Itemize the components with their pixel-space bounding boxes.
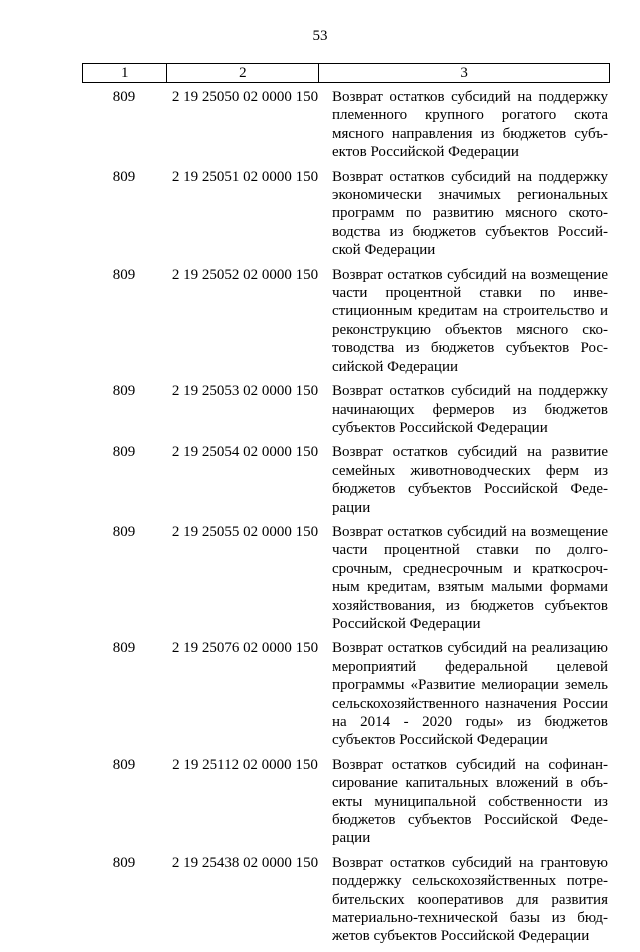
column-header-table xyxy=(82,63,610,83)
budget-classification-code: 2 19 25051 02 0000 150 xyxy=(171,168,319,185)
budget-classification-code: 2 19 25055 02 0000 150 xyxy=(171,523,319,540)
budget-classification-code: 2 19 25050 02 0000 150 xyxy=(171,89,319,105)
budget-classification-code: 2 19 25052 02 0000 150 xyxy=(171,266,319,283)
table-row xyxy=(82,382,610,437)
income-description: Возврат остатков субсидий на грантовую поддержку сельскохозяйственных потребительских кооперативов для развития материально-технической базы из бюджетов субъектов Российской Федерации xyxy=(332,854,608,945)
income-description: Возврат остатков субсидий на софинансирование капитальных вложений в объекты муниципальной собственности из бюджетов субъектов Российской Федерации xyxy=(332,756,608,847)
budget-classification-code: 2 19 25054 02 0000 150 xyxy=(171,444,319,461)
table-row xyxy=(82,639,610,749)
admin-code: 809 xyxy=(112,383,136,400)
table-row xyxy=(82,854,610,946)
table-row xyxy=(82,266,610,376)
table-body xyxy=(82,88,610,952)
income-description: Возврат остатков субсидий на возмещение части процентной ставки по инвестиционным кредитам на строительство и реконструкцию объектов мясного скотоводства из бюджетов субъектов Российской Федерации xyxy=(332,266,608,375)
admin-code: 809 xyxy=(112,854,136,871)
table-row xyxy=(82,756,610,848)
income-description: Возврат остатков субсидий на поддержку племенного крупного рогатого скота мясного направления из бюджетов субъектов Российской Федерации xyxy=(332,89,608,161)
column-header-row xyxy=(83,64,610,83)
admin-code: 809 xyxy=(112,266,136,283)
admin-code: 809 xyxy=(112,444,136,461)
table-row xyxy=(82,88,610,162)
income-description: Возврат остатков субсидий на реализацию мероприятий федеральной целевой программы «Развитие мелиорации земель сельскохозяйственного назначения России на 2014 - 2020 годы» из бюджетов субъектов Российской Федерации xyxy=(332,640,608,749)
budget-classification-code: 2 19 25112 02 0000 150 xyxy=(172,756,318,773)
admin-code: 809 xyxy=(112,756,136,773)
column-header-1: 1 xyxy=(83,64,167,83)
income-description: Возврат остатков субсидий на возмещение части процентной ставки по долгосрочным, среднесрочным и краткосрочным кредитам, взятым малыми формами хозяйствования, из бюджетов субъектов Российской Федерации xyxy=(332,523,608,632)
income-description: Возврат остатков субсидий на развитие семейных животноводческих ферм из бюджетов субъектов Российской Федерации xyxy=(332,444,608,516)
column-header-2: 2 xyxy=(167,64,319,83)
admin-code: 809 xyxy=(112,640,136,657)
admin-code: 809 xyxy=(112,89,136,105)
column-header-3: 3 xyxy=(319,64,610,83)
budget-classification-code: 2 19 25438 02 0000 150 xyxy=(171,854,319,871)
table-row xyxy=(82,443,610,517)
admin-code: 809 xyxy=(112,168,136,185)
income-description: Возврат остатков субсидий на поддержку начинающих фермеров из бюджетов субъектов Российской Федерации xyxy=(332,383,608,436)
table-row xyxy=(82,523,610,633)
budget-classification-code: 2 19 25076 02 0000 150 xyxy=(171,640,319,657)
page-number: 53 xyxy=(312,28,328,44)
income-description: Возврат остатков субсидий на поддержку экономически значимых региональных программ по развитию мясного скотоводства из бюджетов субъектов Российской Федерации xyxy=(332,168,608,259)
table-row xyxy=(82,168,610,260)
budget-classification-code: 2 19 25053 02 0000 150 xyxy=(171,383,319,400)
admin-code: 809 xyxy=(112,523,136,540)
